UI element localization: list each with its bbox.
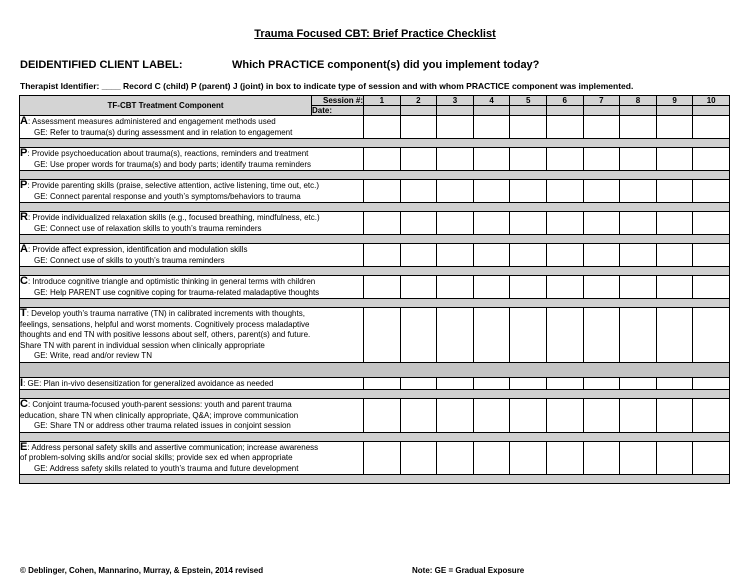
session-checkbox-cell[interactable] — [437, 116, 474, 139]
practice-letter: P — [20, 147, 28, 159]
gradual-exposure-text: GE: Connect use of skills to youth’s trauma reminders — [34, 255, 225, 265]
component-text: thoughts and end TN with positive lessons about self, others, parent(s) and future. — [20, 330, 311, 339]
session-checkbox-cell[interactable] — [473, 116, 510, 139]
date-cell[interactable] — [510, 106, 547, 116]
session-number: 6 — [546, 96, 583, 106]
session-checkbox-cell[interactable] — [364, 441, 401, 475]
date-label: Date: — [312, 106, 364, 116]
session-checkbox-cell[interactable] — [437, 180, 474, 203]
session-checkbox-cell[interactable] — [364, 244, 401, 267]
component-row — [20, 377, 730, 390]
session-checkbox-cell[interactable] — [400, 441, 437, 475]
session-checkbox-cell[interactable] — [620, 148, 657, 171]
component-row — [20, 212, 730, 235]
component-description — [20, 212, 364, 235]
session-checkbox-cell[interactable] — [583, 116, 620, 139]
session-checkbox-cell[interactable] — [473, 148, 510, 171]
note-footer: Note: GE = Gradual Exposure — [412, 566, 525, 575]
practice-letter: A — [20, 115, 28, 127]
copyright-footer: © Deblinger, Cohen, Mannarino, Murray, & Epstein, 2014 revised — [20, 566, 264, 575]
session-checkbox-cell[interactable] — [510, 276, 547, 299]
session-checkbox-cell[interactable] — [583, 212, 620, 235]
date-cell[interactable] — [656, 106, 693, 116]
date-cell[interactable] — [400, 106, 437, 116]
session-checkbox-cell[interactable] — [693, 180, 730, 203]
session-number: 10 — [693, 96, 730, 106]
question-heading: Which PRACTICE component(s) did you implement today? — [232, 59, 540, 71]
session-checkbox-cell[interactable] — [400, 148, 437, 171]
session-checkbox-cell[interactable] — [437, 148, 474, 171]
component-text: : Assessment measures administered and engagement methods used — [27, 117, 276, 126]
separator-cell — [20, 171, 730, 180]
session-checkbox-cell[interactable] — [693, 244, 730, 267]
component-row — [20, 116, 730, 139]
component-description — [20, 377, 364, 390]
session-checkbox-cell[interactable] — [510, 180, 547, 203]
session-checkbox-cell[interactable] — [656, 308, 693, 363]
session-checkbox-cell[interactable] — [546, 148, 583, 171]
session-checkbox-cell[interactable] — [656, 276, 693, 299]
practice-letter: E — [20, 440, 28, 453]
session-checkbox-cell[interactable] — [437, 377, 474, 390]
session-checkbox-cell[interactable] — [473, 212, 510, 235]
session-checkbox-cell[interactable] — [620, 180, 657, 203]
practice-letter: R — [20, 211, 28, 223]
session-checkbox-cell[interactable] — [620, 116, 657, 139]
component-row — [20, 276, 730, 299]
component-text: : Provide affect expression, identification and modulation skills — [27, 245, 248, 254]
session-checkbox-cell[interactable] — [583, 308, 620, 363]
session-checkbox-cell[interactable] — [400, 308, 437, 363]
session-checkbox-cell[interactable] — [437, 212, 474, 235]
session-checkbox-cell[interactable] — [620, 244, 657, 267]
session-checkbox-cell[interactable] — [510, 116, 547, 139]
separator-cell — [20, 139, 730, 148]
separator-cell — [20, 390, 730, 399]
session-checkbox-cell[interactable] — [546, 441, 583, 475]
session-checkbox-cell[interactable] — [437, 244, 474, 267]
component-text: Share TN with parent in individual session when clinically appropriate — [20, 340, 265, 350]
gradual-exposure-text: GE: Help PARENT use cognitive coping for trauma-related maladaptive thoughts — [34, 287, 320, 297]
session-checkbox-cell[interactable] — [364, 377, 401, 390]
session-checkbox-cell[interactable] — [546, 377, 583, 390]
session-checkbox-cell[interactable] — [656, 399, 693, 433]
session-checkbox-cell[interactable] — [400, 180, 437, 203]
session-checkbox-cell[interactable] — [693, 399, 730, 433]
separator-cell — [20, 235, 730, 244]
separator-cell — [20, 299, 730, 308]
session-checkbox-cell[interactable] — [656, 244, 693, 267]
session-checkbox-cell[interactable] — [510, 399, 547, 433]
separator-row — [20, 299, 730, 308]
session-checkbox-cell[interactable] — [546, 116, 583, 139]
date-cell[interactable] — [583, 106, 620, 116]
separator-row — [20, 139, 730, 148]
session-checkbox-cell[interactable] — [583, 148, 620, 171]
gradual-exposure-text: GE: Use proper words for trauma(s) and body parts; identify trauma reminders — [34, 159, 311, 169]
session-checkbox-cell[interactable] — [364, 308, 401, 363]
component-text: : Provide individualized relaxation skills (e.g., focused breathing, mindfulness, etc.) — [27, 213, 320, 222]
session-checkbox-cell[interactable] — [620, 441, 657, 475]
session-checkbox-cell[interactable] — [437, 441, 474, 475]
component-row — [20, 148, 730, 171]
component-text: : Develop youth’s trauma narrative (TN) in calibrated increments with thoughts, — [26, 309, 305, 318]
separator-cell — [20, 203, 730, 212]
session-checkbox-cell[interactable] — [656, 377, 693, 390]
session-checkbox-cell[interactable] — [620, 212, 657, 235]
gradual-exposure-text: GE: Refer to trauma(s) during assessment and in relation to engagement — [34, 127, 293, 137]
session-checkbox-cell[interactable] — [583, 441, 620, 475]
session-checkbox-cell[interactable] — [583, 399, 620, 433]
separator-row — [20, 203, 730, 212]
session-checkbox-cell[interactable] — [693, 441, 730, 475]
date-cell[interactable] — [546, 106, 583, 116]
practice-letter: I — [20, 376, 24, 389]
component-text: : Provide psychoeducation about trauma(s), reactions, reminders and treatment — [27, 149, 309, 158]
session-checkbox-cell[interactable] — [364, 276, 401, 299]
session-checkbox-cell[interactable] — [583, 276, 620, 299]
separator-row — [20, 235, 730, 244]
session-checkbox-cell[interactable] — [437, 308, 474, 363]
checklist-table — [19, 95, 730, 484]
date-cell[interactable] — [473, 106, 510, 116]
component-text: feelings, sensations, helpful and worst moments. Cognitively process maladaptive — [20, 319, 310, 329]
session-number: 2 — [400, 96, 437, 106]
session-checkbox-cell[interactable] — [546, 308, 583, 363]
gradual-exposure-text: GE: Write, read and/or review TN — [34, 351, 152, 360]
session-checkbox-cell[interactable] — [620, 377, 657, 390]
component-text: of problem-solving skills and/or social skills; provide sex ed when appropriate — [20, 453, 293, 462]
session-checkbox-cell[interactable] — [546, 276, 583, 299]
separator-row — [20, 267, 730, 276]
component-row — [20, 441, 730, 475]
gradual-exposure-text: GE: Share TN or address other trauma related issues in conjoint session — [34, 421, 291, 430]
session-checkbox-cell[interactable] — [583, 244, 620, 267]
component-description — [20, 180, 364, 203]
practice-letter: P — [20, 179, 28, 191]
gradual-exposure-text: GE: Connect use of relaxation skills to youth’s trauma reminders — [34, 223, 262, 233]
gradual-exposure-text: : GE: Plan in-vivo desensitization for generalized avoidance as needed — [23, 378, 274, 388]
separator-cell — [20, 432, 730, 441]
session-checkbox-cell[interactable] — [620, 308, 657, 363]
session-checkbox-cell[interactable] — [693, 212, 730, 235]
session-checkbox-cell[interactable] — [473, 276, 510, 299]
component-text: : Introduce cognitive triangle and optimistic thinking in general terms with children — [27, 277, 316, 286]
separator-row — [20, 475, 730, 484]
component-row — [20, 244, 730, 267]
session-checkbox-cell[interactable] — [656, 148, 693, 171]
practice-letter: C — [20, 275, 28, 287]
session-number: 3 — [437, 96, 474, 106]
session-checkbox-cell[interactable] — [656, 441, 693, 475]
session-checkbox-cell[interactable] — [693, 148, 730, 171]
session-checkbox-cell[interactable] — [400, 399, 437, 433]
separator-row — [20, 432, 730, 441]
session-checkbox-cell[interactable] — [693, 116, 730, 139]
component-text: education, share TN when clinically appropriate, Q&A; improve communication — [20, 410, 299, 420]
session-checkbox-cell[interactable] — [437, 399, 474, 433]
session-checkbox-cell[interactable] — [546, 212, 583, 235]
session-checkbox-cell[interactable] — [656, 180, 693, 203]
session-checkbox-cell[interactable] — [510, 212, 547, 235]
session-checkbox-cell[interactable] — [510, 308, 547, 363]
session-checkbox-cell[interactable] — [473, 399, 510, 433]
session-checkbox-cell[interactable] — [364, 399, 401, 433]
separator-row — [20, 171, 730, 180]
date-cell[interactable] — [693, 106, 730, 116]
component-description — [20, 244, 364, 267]
session-checkbox-cell[interactable] — [510, 244, 547, 267]
session-checkbox-cell[interactable] — [400, 276, 437, 299]
component-row — [20, 399, 730, 433]
session-checkbox-cell[interactable] — [546, 180, 583, 203]
component-description — [20, 276, 364, 299]
date-cell[interactable] — [437, 106, 474, 116]
date-cell[interactable] — [364, 106, 401, 116]
practice-letter: C — [20, 398, 28, 410]
component-row — [20, 308, 730, 363]
session-checkbox-cell[interactable] — [620, 276, 657, 299]
session-checkbox-cell[interactable] — [620, 399, 657, 433]
session-checkbox-cell[interactable] — [473, 308, 510, 363]
practice-letter: T — [20, 307, 27, 319]
separator-cell — [20, 362, 730, 377]
session-checkbox-cell[interactable] — [510, 377, 547, 390]
session-checkbox-cell[interactable] — [546, 399, 583, 433]
session-number: 5 — [510, 96, 547, 106]
session-checkbox-cell[interactable] — [400, 377, 437, 390]
session-number: 4 — [473, 96, 510, 106]
session-checkbox-cell[interactable] — [364, 148, 401, 171]
session-checkbox-cell[interactable] — [437, 276, 474, 299]
gradual-exposure-text: GE: Address safety skills related to youth’s trauma and future development — [34, 463, 299, 473]
separator-cell — [20, 267, 730, 276]
component-text: : Conjoint trauma-focused youth-parent sessions: youth and parent trauma — [27, 400, 292, 409]
gradual-exposure-text: GE: Connect parental response and youth’s symptoms/behaviors to trauma — [34, 191, 301, 201]
session-checkbox-cell[interactable] — [656, 116, 693, 139]
component-header: TF-CBT Treatment Component — [20, 96, 312, 116]
session-number: 8 — [620, 96, 657, 106]
session-number-label: Session #: — [312, 96, 364, 106]
practice-letter: A — [20, 243, 28, 255]
session-checkbox-cell[interactable] — [510, 148, 547, 171]
session-number: 9 — [656, 96, 693, 106]
therapist-instructions: Therapist Identifier: ____ Record C (child) P (parent) J (joint) in box to indicate type of session and with whom PRACTICE component was implemented. — [20, 81, 634, 91]
session-checkbox-cell[interactable] — [364, 180, 401, 203]
component-row — [20, 180, 730, 203]
session-checkbox-cell[interactable] — [473, 441, 510, 475]
session-checkbox-cell[interactable] — [473, 377, 510, 390]
component-description — [20, 148, 364, 171]
client-label: DEIDENTIFIED CLIENT LABEL: — [20, 59, 183, 71]
separator-cell — [20, 475, 730, 484]
component-text: : Provide parenting skills (praise, selective attention, active listening, time out, etc.) — [27, 181, 320, 190]
separator-row — [20, 390, 730, 399]
date-cell[interactable] — [620, 106, 657, 116]
session-checkbox-cell[interactable] — [656, 212, 693, 235]
session-checkbox-cell[interactable] — [400, 116, 437, 139]
session-number: 7 — [583, 96, 620, 106]
session-number: 1 — [364, 96, 401, 106]
component-description — [20, 441, 364, 475]
session-checkbox-cell[interactable] — [546, 244, 583, 267]
session-checkbox-cell[interactable] — [364, 212, 401, 235]
session-checkbox-cell[interactable] — [693, 276, 730, 299]
session-checkbox-cell[interactable] — [400, 244, 437, 267]
document-title: Trauma Focused CBT: Brief Practice Checklist — [254, 28, 496, 40]
session-checkbox-cell[interactable] — [693, 308, 730, 363]
session-checkbox-cell[interactable] — [510, 441, 547, 475]
session-checkbox-cell[interactable] — [473, 180, 510, 203]
component-description — [20, 308, 364, 363]
component-text: : Address personal safety skills and assertive communication; increase awareness — [27, 442, 319, 452]
separator-row — [20, 362, 730, 377]
component-description — [20, 399, 364, 433]
session-checkbox-cell[interactable] — [400, 212, 437, 235]
session-checkbox-cell[interactable] — [583, 180, 620, 203]
component-description — [20, 116, 364, 139]
session-checkbox-cell[interactable] — [693, 377, 730, 390]
session-checkbox-cell[interactable] — [364, 116, 401, 139]
session-checkbox-cell[interactable] — [473, 244, 510, 267]
session-checkbox-cell[interactable] — [583, 377, 620, 390]
